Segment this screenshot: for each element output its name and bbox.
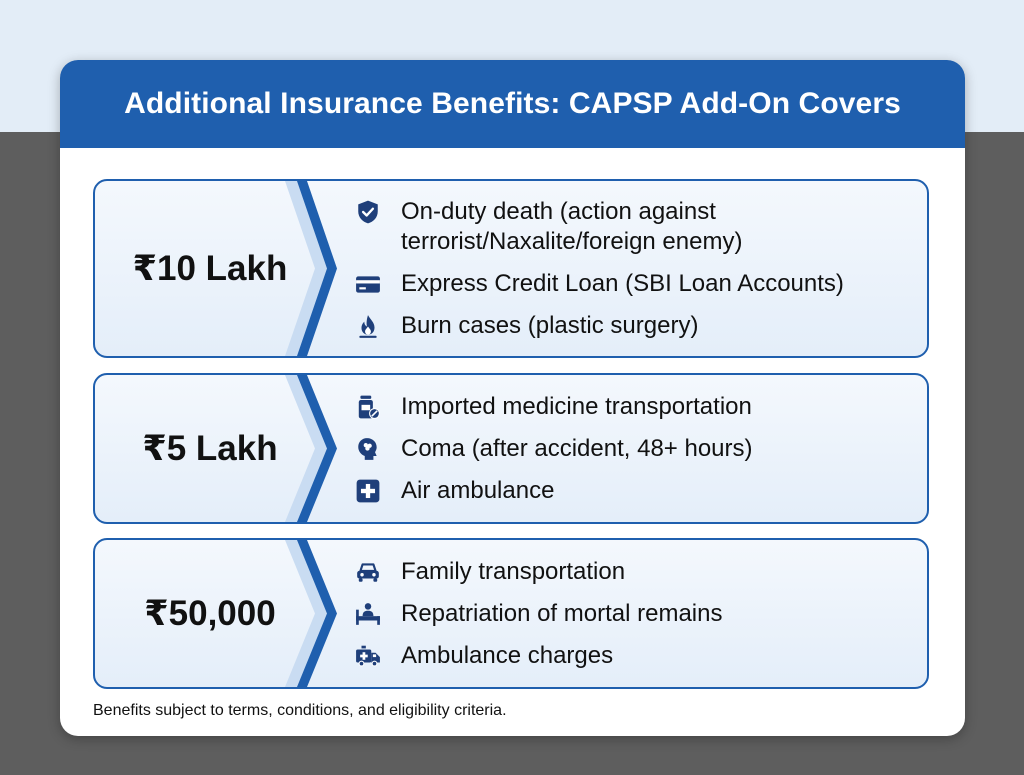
benefit-text: Burn cases (plastic surgery) [401, 311, 699, 339]
list-item [355, 311, 915, 341]
list-item [355, 599, 915, 629]
tier-10-lakh [93, 179, 929, 358]
list-item [355, 641, 915, 671]
tier-amount: ₹5 Lakh [142, 428, 278, 468]
benefit-text: Repatriation of mortal remains [401, 599, 723, 627]
benefit-list [355, 540, 915, 687]
car-icon [355, 559, 381, 585]
list-item [355, 434, 915, 464]
benefit-text: Coma (after accident, 48+ hours) [401, 434, 753, 462]
chevron-right-icon [285, 540, 345, 687]
benefits-card [60, 60, 965, 736]
list-item [355, 392, 915, 422]
benefit-text: Ambulance charges [401, 641, 614, 669]
ambulance-icon [355, 643, 381, 669]
page-title: Additional Insurance Benefits: CAPSP Add-On Covers [124, 87, 901, 120]
tier-5-lakh [93, 373, 929, 524]
benefit-text: Air ambulance [401, 476, 555, 504]
list-item [355, 197, 915, 257]
chevron-right-icon [285, 181, 345, 356]
card-header [60, 60, 965, 148]
credit-card-icon [355, 271, 381, 297]
chevron-right-icon [285, 375, 345, 522]
benefit-text: On-duty death (action against terrorist/Naxalite/foreign enemy) [401, 197, 743, 255]
tier-50000 [93, 538, 929, 689]
footer-note: Benefits subject to terms, conditions, and eligibility criteria. [93, 702, 507, 719]
tier-amount: ₹10 Lakh [132, 248, 288, 288]
fire-icon [355, 313, 381, 339]
benefit-list [355, 375, 915, 522]
benefit-list [355, 181, 915, 356]
list-item [355, 269, 915, 299]
person-bed-icon [355, 601, 381, 627]
brain-head-icon [355, 436, 381, 462]
benefit-text: Family transportation [401, 557, 626, 585]
list-item [355, 557, 915, 587]
shield-check-icon [355, 199, 381, 225]
benefit-text: Imported medicine transportation [401, 392, 752, 420]
tier-amount: ₹50,000 [144, 593, 276, 633]
medical-cross-icon [355, 478, 381, 504]
medicine-bottle-icon [355, 394, 381, 420]
benefit-text: Express Credit Loan (SBI Loan Accounts) [401, 269, 844, 297]
list-item [355, 476, 915, 506]
